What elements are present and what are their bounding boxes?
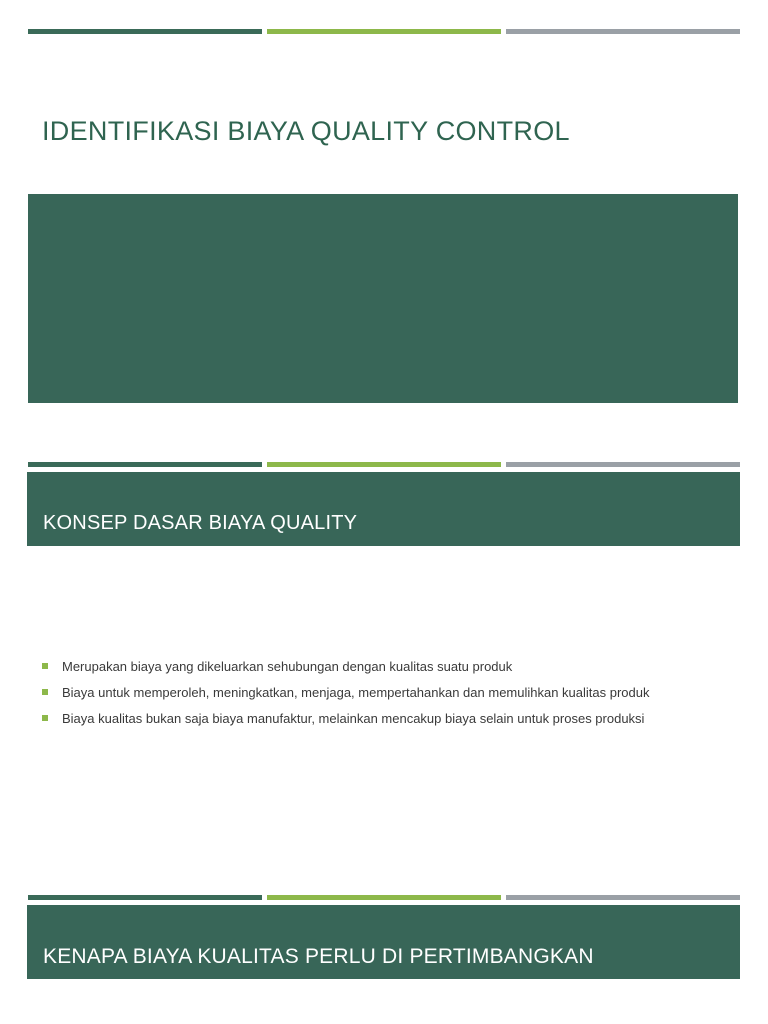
accent-stripe-gray	[506, 29, 740, 34]
slide1-accent-stripes	[28, 29, 740, 34]
list-item	[42, 679, 650, 705]
bullet-square-icon	[42, 663, 48, 669]
accent-stripe-green	[267, 895, 501, 900]
slide2-accent-stripes	[28, 462, 740, 467]
list-item	[42, 705, 650, 731]
bullet-text: Biaya untuk memperoleh, meningkatkan, menjaga, mempertahankan dan memulihkan kualitas produk	[62, 684, 650, 700]
bullet-text: Biaya kualitas bukan saja biaya manufaktur, melainkan mencakup biaya selain untuk proses produksi	[62, 710, 645, 726]
accent-stripe-dark	[28, 895, 262, 900]
slide3-title: KENAPA BIAYA KUALITAS PERLU DI PERTIMBANGKAN	[43, 945, 594, 968]
slide3-accent-stripes	[28, 895, 740, 900]
slide2-bullet-list	[42, 653, 650, 731]
accent-stripe-gray	[506, 895, 740, 900]
accent-stripe-green	[267, 462, 501, 467]
accent-stripe-gray	[506, 462, 740, 467]
accent-stripe-green	[267, 29, 501, 34]
slide2-title-banner	[27, 472, 740, 546]
bullet-square-icon	[42, 689, 48, 695]
accent-stripe-dark	[28, 462, 262, 467]
slide2-title: KONSEP DASAR BIAYA QUALITY	[43, 512, 358, 534]
list-item	[42, 653, 650, 679]
bullet-text: Merupakan biaya yang dikeluarkan sehubungan dengan kualitas suatu produk	[62, 658, 513, 674]
slide1-content-block	[28, 194, 738, 403]
slide1-title: IDENTIFIKASI BIAYA QUALITY CONTROL	[42, 116, 570, 146]
accent-stripe-dark	[28, 29, 262, 34]
bullet-square-icon	[42, 715, 48, 721]
slide3-title-banner	[27, 905, 740, 979]
